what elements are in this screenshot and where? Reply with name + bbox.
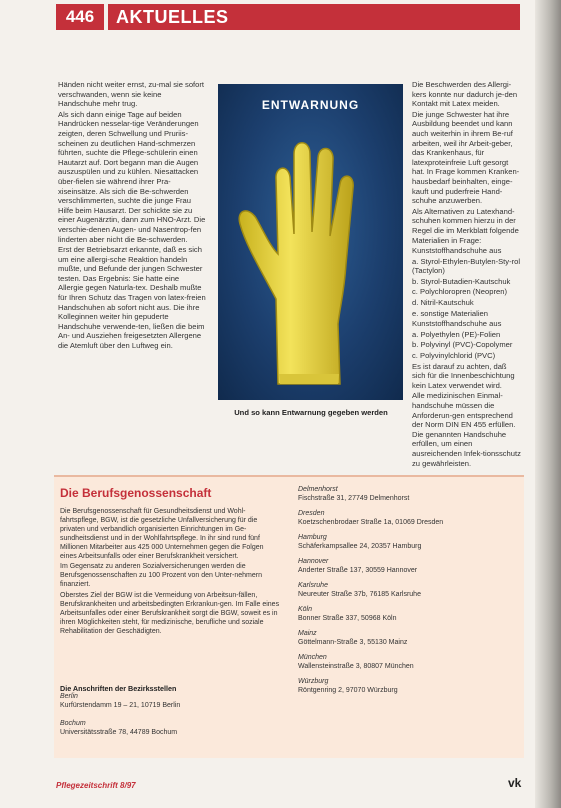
address-city: Hamburg: [298, 534, 327, 541]
info-box-title: Die Berufsgenossenschaft: [60, 486, 212, 500]
paragraph: Im Gegensatz zu anderen Sozialversicherungen werden die Berufsgenossenschaften zu 100 Prozent von den Unter-nehmern finanziert.: [60, 563, 262, 589]
page-spine-shadow: [535, 0, 561, 808]
paragraph: Die Berufsgenossenschaft für Gesundheitsdienst und Wohl-fahrtspflege, BGW, ist die gesetzliche Unfallversicherung für die privaten und verbandlich organisierten Einrichtungen im Ge-sundheitsdienst und in der Wohlfahrtspflege. In ihr sind rund fünf Millionen Mitarbeiter aus 425 000 Unternehmen gegen die Folgen eines Arbeitsunfalls oder einer Berufskrankheit versichert.: [60, 508, 264, 560]
address-line: Kurfürstendamm 19 – 21, 10719 Berlin: [60, 701, 181, 709]
page-number: 446: [56, 4, 104, 30]
address-line: Anderter Straße 137, 30559 Hannover: [298, 566, 418, 574]
address-line: Koetzschenbrodaer Straße 1a, 01069 Dresden: [298, 518, 444, 526]
address-city: Köln: [298, 606, 313, 613]
address-entry: [298, 606, 518, 624]
section-title: AKTUELLES: [116, 7, 229, 27]
address-city: Karlsruhe: [298, 582, 328, 589]
list-item: c. Polychloropren (Neopren): [412, 287, 507, 297]
address-city: Mainz: [298, 630, 317, 637]
addresses-heading: Die Anschriften der Bezirksstellen: [60, 684, 177, 693]
list-item: e. sonstige Materialien: [412, 308, 488, 318]
glove-photo: [218, 84, 403, 400]
article-column-left: [58, 80, 206, 452]
address-line: Göttelmann-Straße 3, 55130 Mainz: [298, 638, 408, 646]
paragraph: Es ist darauf zu achten, daß sich für die Innenbeschichtung kein Latex verwendet wird.: [412, 361, 515, 390]
address-entry: [298, 558, 518, 576]
glove-image: [218, 84, 403, 400]
address-entry: [298, 678, 518, 696]
info-box-berufsgenossenschaft: [54, 475, 524, 758]
list-heading: Kunststoffhandschuhe aus: [412, 319, 502, 329]
paragraph: Händen nicht weiter ernst, zu-mal sie sofort verschwanden, wenn sie keine Handschuhe mehr trug.: [58, 80, 205, 109]
address-line: Neureuter Straße 37b, 76185 Karlsruhe: [298, 590, 421, 598]
publisher-mark: vk: [508, 776, 522, 790]
photo-caption: Und so kann Entwarnung gegeben werden: [234, 408, 388, 417]
address-city: Dresden: [298, 510, 325, 517]
address-city: Berlin: [60, 693, 78, 700]
paragraph: Alle medizinischen Einmal-handschuhe müssen die Anforderun-gen entsprechend der Norm DIN EN 455 erfüllen. Die genannten Handschuhe erfüllen, um einen ausreichenden Infek-tionsschutz zu gewährleisten.: [412, 391, 521, 468]
address-entry: [298, 630, 518, 648]
address-city: München: [298, 654, 327, 661]
address-city: Würzburg: [298, 678, 329, 685]
address-entry: [298, 654, 518, 672]
address-entry: [298, 486, 518, 504]
paragraph: Als Alternativen zu Latexhand-schuhen kommen hierzu in der Regel die im Merkblatt folgende Materialien in Frage:: [412, 206, 519, 245]
address-entry: [298, 582, 518, 600]
paragraph: Erst der Betriebsarzt erkannte, daß es sich um eine allergi-sche Reaktion handeln mußte, und Befunde der jungen Schwester testen. Das Ergebnis: Sie hatte eine Allergie gegen Naturla-tex. Deshalb mußte für Ihren Schutz das Tragen von latex-freien Handschuhen ab sofort nicht aus. Die ihre Kolleginnen weiter hin gepuderte Handschuhe verwende-ten, ließen die beim An- und Ausziehen freigesetzten Allergene die Atemluft über den Luftweg ein.: [58, 245, 206, 351]
section-header-bar: [108, 4, 520, 30]
list-item: b. Polyvinyl (PVC)-Copolymer: [412, 340, 513, 350]
address-line: Schäferkampsallee 24, 20357 Hamburg: [298, 542, 422, 550]
address-line: Röntgenring 2, 97070 Würzburg: [298, 686, 398, 694]
list-item: a. Polyethylen (PE)-Folien: [412, 329, 501, 339]
paragraph: Als sich dann einige Tage auf beiden Handrücken nesselar-tige Veränderungen zeigten, deren Schwellung und Pruriis-scheinen zu deutlichen Hand-schmerzen führten, suchte die Pflege-schülerin einen Hautarzt auf. Dort begann man die Augen auszuspülen und zu kühlen. Niesattacken über-fielen sie während ihrer Pra-xiseinsätze. Als sich die Be-schwerden verschlimmerten, suchte die junge Frau Hilfe beim Hausarzt. Der schickte sie zu einer Augenärztin, dann zum HNO-Arzt. Die verschie-denen Augen- und Nasentrop-fen linderten aber nicht die Be-schwerden.: [58, 109, 206, 244]
address-entry: [60, 693, 280, 711]
article-column-right: [412, 80, 522, 468]
address-entry: [60, 720, 280, 738]
address-entry: [298, 534, 518, 552]
journal-footer: Pflegezeitschrift 8/97: [56, 781, 136, 790]
list-item: b. Styrol-Butadien-Kautschuk: [412, 276, 511, 286]
address-line: Universitätsstraße 78, 44789 Bochum: [60, 728, 178, 736]
list-item: c. Polyvinylchlorid (PVC): [412, 351, 496, 361]
list-item: d. Nitril-Kautschuk: [412, 298, 474, 308]
address-entry: [298, 510, 518, 528]
address-line: Fischstraße 31, 27749 Delmenhorst: [298, 494, 410, 502]
address-line: Wallensteinstraße 3, 80807 München: [298, 662, 414, 670]
paragraph: Oberstes Ziel der BGW ist die Vermeidung von Arbeitsun-fällen, Berufskrankheiten und arbeitsbedingten Erkrankun-gen. Im Falle eines Arbeitsunfalles oder einer Berufskrankheit sorgt die BGW, soweit es in ihren Möglichkeiten steht, für medizinische, berufliche und soziale Rehabilitation der Geschädigten.: [60, 592, 280, 635]
list-heading: Kunststoffhandschuhe aus: [412, 246, 502, 256]
address-line: Bonner Straße 337, 50968 Köln: [298, 614, 397, 622]
address-city: Delmenhorst: [298, 486, 338, 493]
address-city: Hannover: [298, 558, 329, 565]
list-item: a. Styrol-Ethylen-Butylen-Sty-rol (Tactylon): [412, 256, 521, 276]
paragraph: Die junge Schwester hat ihre Ausbildung beendet und kann auch weiterhin in ihrem Be-ruf arbeiten, weil ihr Arbeit-geber, das Krankenhaus, für latexproteinfreie Luft gesorgt hat. In Frage kommen Kranken-hausbedarf beinhalten, einge-kauft und puderfreie Hand-schuhe anzuwerben.: [412, 109, 520, 206]
address-city: Bochum: [60, 720, 86, 727]
info-box-body: [60, 508, 282, 637]
paragraph: Die Beschwerden des Allergi-kers konnte nur dadurch je-den Kontakt mit Latex meiden.: [412, 80, 518, 109]
photo-label: ENTWARNUNG: [261, 98, 360, 112]
